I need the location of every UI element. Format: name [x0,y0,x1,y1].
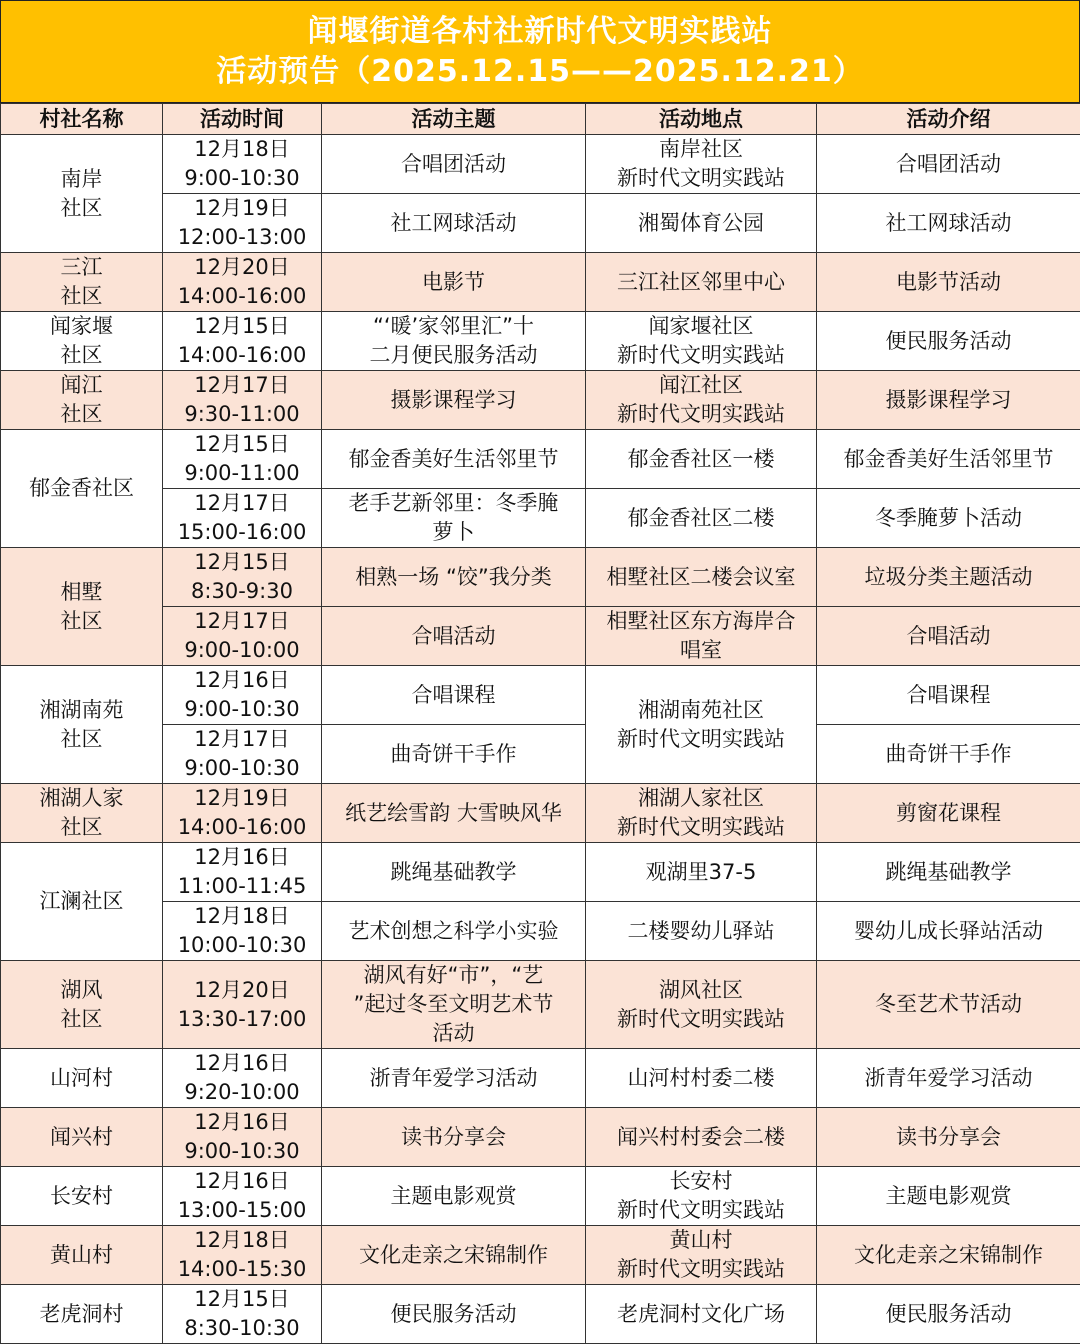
col-header-theme: 活动主题 [322,104,586,135]
activity-time-cell: 12月16日 9:00-10:30 [163,666,322,725]
table-row [1,489,1080,548]
table-row [1,784,1080,843]
activity-intro-cell: 便民服务活动 [817,312,1080,371]
table-row [1,312,1080,371]
activity-place-cell: 湘湖人家社区 新时代文明实践站 [586,784,817,843]
activity-time-cell: 12月17日 9:00-10:30 [163,725,322,784]
activity-theme-cell: 便民服务活动 [322,1285,586,1344]
table-row [1,548,1080,607]
activity-intro-cell: 合唱课程 [817,666,1080,725]
activity-intro-cell: 文化走亲之宋锦制作 [817,1226,1080,1285]
activity-time-cell: 12月18日 9:00-10:30 [163,135,322,194]
table-row [1,961,1080,1049]
activity-time-cell: 12月17日 9:30-11:00 [163,371,322,430]
activity-place-cell: 相墅社区东方海岸合 唱室 [586,607,817,666]
activity-intro-cell: 合唱团活动 [817,135,1080,194]
activity-place-cell: 闻江社区 新时代文明实践站 [586,371,817,430]
col-header-intro: 活动介绍 [817,104,1080,135]
activity-theme-cell: 艺术创想之科学小实验 [322,902,586,961]
table-row [1,371,1080,430]
table-row [1,430,1080,489]
activity-theme-cell: 湖风有好“市”，“艺 ”起过冬至文明艺术节 活动 [322,961,586,1049]
activity-time-cell: 12月19日 14:00-16:00 [163,784,322,843]
col-header-time: 活动时间 [163,104,322,135]
activity-time-cell: 12月17日 15:00-16:00 [163,489,322,548]
activity-place-cell: 长安村 新时代文明实践站 [586,1167,817,1226]
activity-theme-cell: 相熟一场 “饺”我分类 [322,548,586,607]
activity-intro-cell: 电影节活动 [817,253,1080,312]
village-name-cell: 老虎洞村 [1,1285,163,1344]
activity-time-cell: 12月20日 14:00-16:00 [163,253,322,312]
village-name-cell: 江澜社区 [1,843,163,961]
activity-theme-cell: 合唱团活动 [322,135,586,194]
col-header-name: 村社名称 [1,104,163,135]
activity-theme-cell: 曲奇饼干手作 [322,725,586,784]
activity-time-cell: 12月15日 8:30-9:30 [163,548,322,607]
village-name-cell: 湖风 社区 [1,961,163,1049]
activity-place-cell: 南岸社区 新时代文明实践站 [586,135,817,194]
activity-intro-cell: 郁金香美好生活邻里节 [817,430,1080,489]
activity-intro-cell: 主题电影观赏 [817,1167,1080,1226]
activity-place-cell: 观湖里37-5 [586,843,817,902]
table-row [1,1167,1080,1226]
table-row [1,1049,1080,1108]
village-name-cell: 闻兴村 [1,1108,163,1167]
activity-time-cell: 12月16日 11:00-11:45 [163,843,322,902]
page-subtitle: 活动预告（2025.12.15——2025.12.21） [216,53,864,89]
page-title: 闻堰街道各村社新时代文明实践站 [307,13,773,49]
activity-intro-cell: 剪窗花课程 [817,784,1080,843]
activity-theme-cell: 文化走亲之宋锦制作 [322,1226,586,1285]
activity-intro-cell: 便民服务活动 [817,1285,1080,1344]
village-name-cell: 郁金香社区 [1,430,163,548]
activity-place-cell: 湖风社区 新时代文明实践站 [586,961,817,1049]
activity-theme-cell: 摄影课程学习 [322,371,586,430]
activity-intro-cell: 浙青年爱学习活动 [817,1049,1080,1108]
activity-theme-cell: 纸艺绘雪韵 大雪映风华 [322,784,586,843]
table-row [1,194,1080,253]
activity-intro-cell: 社工网球活动 [817,194,1080,253]
activity-theme-cell: 合唱课程 [322,666,586,725]
activity-theme-cell: 读书分享会 [322,1108,586,1167]
activity-time-cell: 12月16日 9:00-10:30 [163,1108,322,1167]
activity-intro-cell: 合唱活动 [817,607,1080,666]
activity-time-cell: 12月15日 8:30-10:30 [163,1285,322,1344]
activity-theme-cell: 合唱活动 [322,607,586,666]
activity-time-cell: 12月15日 9:00-11:00 [163,430,322,489]
table-row [1,135,1080,194]
activity-place-cell: 黄山村 新时代文明实践站 [586,1226,817,1285]
activity-place-cell: 相墅社区二楼会议室 [586,548,817,607]
activity-theme-cell: 社工网球活动 [322,194,586,253]
activity-time-cell: 12月15日 14:00-16:00 [163,312,322,371]
activity-table [0,103,1080,1344]
activity-theme-cell: 郁金香美好生活邻里节 [322,430,586,489]
activity-place-cell: 二楼婴幼儿驿站 [586,902,817,961]
activity-time-cell: 12月16日 9:20-10:00 [163,1049,322,1108]
activity-place-cell: 闻家堰社区 新时代文明实践站 [586,312,817,371]
activity-theme-cell: 电影节 [322,253,586,312]
table-row [1,666,1080,725]
page-header [0,0,1080,103]
village-name-cell: 三江 社区 [1,253,163,312]
village-name-cell: 闻江 社区 [1,371,163,430]
col-header-place: 活动地点 [586,104,817,135]
activity-intro-cell: 读书分享会 [817,1108,1080,1167]
activity-intro-cell: 冬至艺术节活动 [817,961,1080,1049]
table-row [1,1108,1080,1167]
activity-time-cell: 12月16日 13:00-15:00 [163,1167,322,1226]
table-body [1,135,1080,1344]
activity-place-cell: 老虎洞村文化广场 [586,1285,817,1344]
table-row [1,843,1080,902]
activity-intro-cell: 跳绳基础教学 [817,843,1080,902]
village-name-cell: 黄山村 [1,1226,163,1285]
activity-place-cell: 湘蜀体育公园 [586,194,817,253]
table-row [1,725,1080,784]
activity-theme-cell: 主题电影观赏 [322,1167,586,1226]
activity-theme-cell: 老手艺新邻里：冬季腌 萝卜 [322,489,586,548]
activity-place-cell: 山河村村委二楼 [586,1049,817,1108]
village-name-cell: 山河村 [1,1049,163,1108]
village-name-cell: 长安村 [1,1167,163,1226]
activity-theme-cell: “‘暖’家邻里汇”十 二月便民服务活动 [322,312,586,371]
activity-intro-cell: 冬季腌萝卜活动 [817,489,1080,548]
activity-time-cell: 12月18日 10:00-10:30 [163,902,322,961]
activity-time-cell: 12月19日 12:00-13:00 [163,194,322,253]
table-row [1,1285,1080,1344]
activity-intro-cell: 垃圾分类主题活动 [817,548,1080,607]
activity-intro-cell: 曲奇饼干手作 [817,725,1080,784]
table-header-row [1,104,1080,135]
activity-theme-cell: 浙青年爱学习活动 [322,1049,586,1108]
activity-place-cell: 郁金香社区二楼 [586,489,817,548]
activity-time-cell: 12月17日 9:00-10:00 [163,607,322,666]
activity-place-cell: 闻兴村村委会二楼 [586,1108,817,1167]
activity-intro-cell: 摄影课程学习 [817,371,1080,430]
activity-place-cell: 郁金香社区一楼 [586,430,817,489]
village-name-cell: 湘湖南苑 社区 [1,666,163,784]
village-name-cell: 南岸 社区 [1,135,163,253]
table-row [1,1226,1080,1285]
activity-time-cell: 12月18日 14:00-15:30 [163,1226,322,1285]
table-row [1,253,1080,312]
activity-place-cell: 三江社区邻里中心 [586,253,817,312]
activity-intro-cell: 婴幼儿成长驿站活动 [817,902,1080,961]
activity-time-cell: 12月20日 13:30-17:00 [163,961,322,1049]
table-row [1,902,1080,961]
village-name-cell: 相墅 社区 [1,548,163,666]
table-row [1,607,1080,666]
activity-place-cell: 湘湖南苑社区 新时代文明实践站 [586,666,817,784]
village-name-cell: 闻家堰 社区 [1,312,163,371]
village-name-cell: 湘湖人家 社区 [1,784,163,843]
activity-theme-cell: 跳绳基础教学 [322,843,586,902]
